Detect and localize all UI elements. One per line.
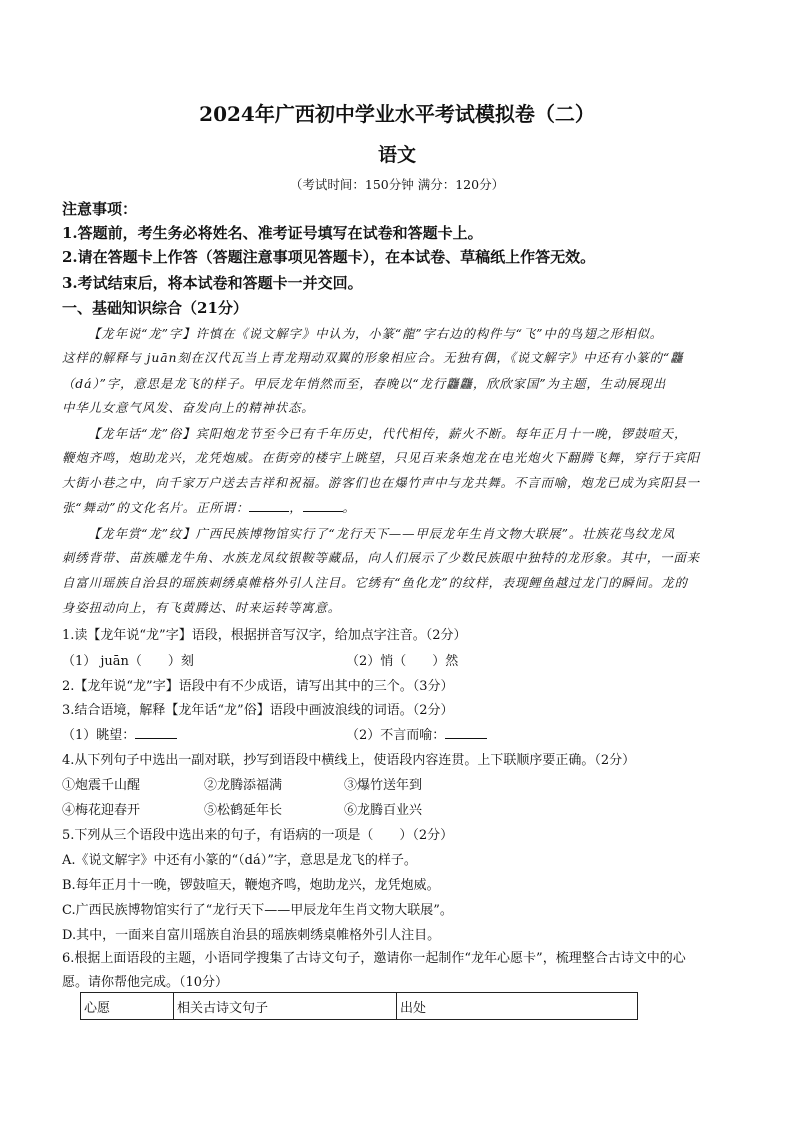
couplet-blank-2[interactable] <box>303 511 343 512</box>
option: D.其中，一面来自富川瑶族自治县的瑶族刺绣桌帷格外引人注目。 <box>62 928 441 943</box>
passage-line: 【龙年话“龙”俗】宾阳炮龙节至今已有千年历史，代代相传，薪火不断。每年正月十一晚，锣鼓喧天， <box>88 426 688 441</box>
question-1-part-2: （2）悄（ ）然 <box>346 654 459 669</box>
passage-line: 中华儿女意气风发、奋发向上的精神状态。 <box>62 400 315 415</box>
passage-line-with-blanks <box>62 498 356 516</box>
exam-info: （考试时间：150分钟 满分：120分） <box>289 177 505 192</box>
option: B.每年正月十一晚，锣鼓喧天，鞭炮齐鸣，炮助龙兴，龙凭炮威。 <box>62 878 440 893</box>
option: ①炮震千山醒 <box>62 778 141 793</box>
passage-text: ， <box>289 500 303 515</box>
passage-line: 自富川瑶族自治县的瑶族刺绣桌帷格外引人注目。它绣有“鱼化龙”的纹样，表现鲤鱼越过龙门的瞬间。龙的 <box>62 575 688 590</box>
section-heading: 一、基础知识综合（21分） <box>62 299 248 317</box>
question-6-continued: 愿。请你帮他完成。（10分） <box>62 975 229 990</box>
passage-text: 。 <box>342 500 356 515</box>
table-header-cell: 出处 <box>397 993 638 1020</box>
table-header-row <box>81 993 638 1020</box>
table-header-cell: 相关古诗文句子 <box>174 993 397 1020</box>
subject-title: 语文 <box>377 144 416 166</box>
passage-line: 身姿扭动向上，有飞黄腾达、时来运转等寓意。 <box>62 600 342 615</box>
question-3-part-2-label: （2）不言而喻： <box>346 728 446 743</box>
couplet-blank-1[interactable] <box>249 511 289 512</box>
option: ⑥龙腾百业兴 <box>344 803 423 818</box>
answer-blank[interactable] <box>445 726 487 739</box>
passage-line: 大街小巷之中，向千家万户送去吉祥和祝福。游客们也在爆竹声中与龙共舞。不言而喻，炮龙已成为宾阳县一 <box>62 475 700 490</box>
wish-card-table <box>80 992 638 1020</box>
table-header-cell: 心愿 <box>81 993 174 1020</box>
question-4: 4.从下列句子中选出一副对联，抄写到语段中横线上，使语段内容连贯。上下联顺序要正确。（2分） <box>62 753 636 768</box>
option: ④梅花迎春开 <box>62 803 141 818</box>
exam-title: 2024年广西初中学业水平考试模拟卷（二） <box>199 102 595 126</box>
passage-line: 【龙年说“龙”字】许慎在《说文解字》中认为，小篆“龍”字右边的构件与“飞”中的鸟翅之形相似。 <box>88 326 664 341</box>
question-3-part-2 <box>346 724 487 743</box>
passage-line: 鞭炮齐鸣，炮助龙兴，龙凭炮威。在街旁的楼宇上眺望，只见百来条炮龙在电光炮火下翻腾飞舞，穿行于宾阳 <box>62 450 700 465</box>
passage-line: 刺绣背带、苗族雕龙牛角、水族龙凤纹银鞍等藏品，向人们展示了少数民族眼中独特的龙形象。其中，一面来 <box>62 550 700 565</box>
question-2: 2.【龙年说“龙”字】语段中有不少成语，请写出其中的三个。（3分） <box>62 679 454 694</box>
question-3-part-1-label: （1）眺望： <box>62 728 136 743</box>
passage-text: 张“舞动”的文化名片。正所谓： <box>62 500 250 515</box>
passage-line: 【龙年赏“龙”纹】广西民族博物馆实行了“龙行天下——甲辰龙年生肖文物大联展”。壮族花鸟纹龙凤 <box>88 526 676 541</box>
passage-line: 这样的解释与 juān刻在汉代瓦当上青龙翔动双翼的形象相应合。无独有偶，《说文解字》中还有小篆的“龘 <box>62 350 684 365</box>
question-1-part-1: （1） juān（ ）刻 <box>62 654 194 669</box>
option: ③爆竹送年到 <box>344 778 423 793</box>
question-3-part-1 <box>62 724 177 743</box>
question-6: 6.根据上面语段的主题，小语同学搜集了古诗文句子，邀请你一起制作“龙年心愿卡”，梳理整合古诗文中的心 <box>62 951 686 966</box>
option: A.《说文解字》中还有小篆的“（dá）”字，意思是龙飞的样子。 <box>62 853 417 868</box>
option: C.广西民族博物馆实行了“龙行天下——甲辰龙年生肖文物大联展”。 <box>62 903 453 918</box>
question-5: 5.下列从三个语段中选出来的句子，有语病的一项是（ ）（2分） <box>62 828 454 843</box>
option: ②龙腾添福满 <box>204 778 283 793</box>
option: ⑤松鹤延年长 <box>204 803 283 818</box>
notice-heading: 注意事项： <box>62 200 138 218</box>
notice-item-2: 2.请在答题卡上作答（答题注意事项见答题卡），在本试卷、草稿纸上作答无效。 <box>62 248 596 266</box>
question-1: 1.读【龙年说“龙”字】语段，根据拼音写汉字，给加点字注音。（2分） <box>62 628 467 643</box>
answer-blank[interactable] <box>135 726 177 739</box>
question-3: 3.结合语境，解释【龙年话“龙”俗】语段中画波浪线的词语。（2分） <box>62 703 454 718</box>
notice-item-3: 3.考试结束后，将本试卷和答题卡一并交回。 <box>62 274 363 292</box>
passage-line: （dá）”字，意思是龙飞的样子。甲辰龙年悄然而至，春晚以“龙行龘龘，欣欣家国”为主题，生动展现出 <box>62 376 667 391</box>
notice-item-1: 1.答题前，考生务必将姓名、准考证号填写在试卷和答题卡上。 <box>62 224 483 242</box>
